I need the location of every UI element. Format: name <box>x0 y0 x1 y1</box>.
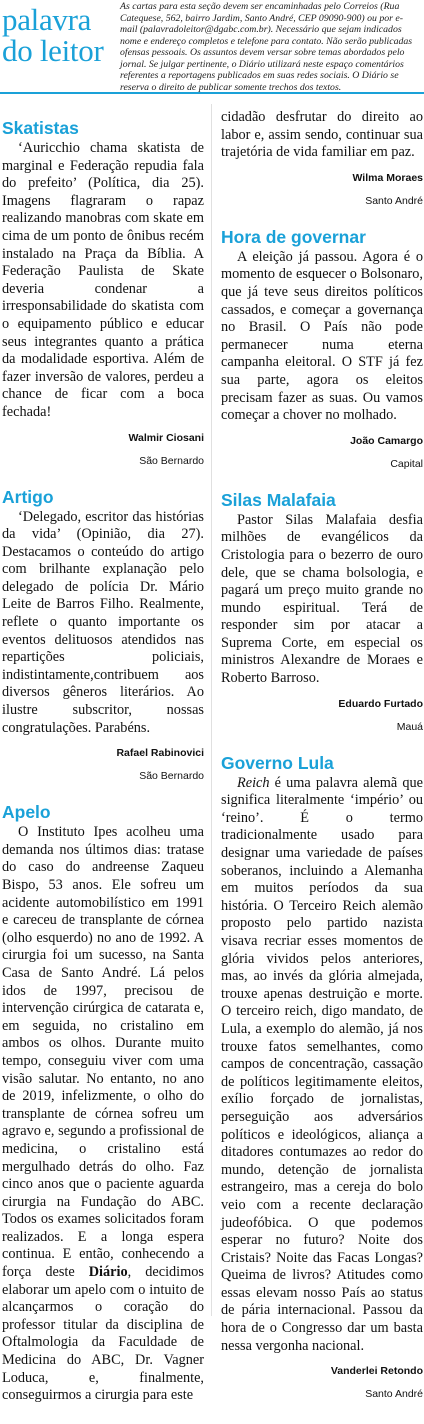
letter-author: João Camargo <box>350 434 423 447</box>
letter-title: Artigo <box>2 486 54 507</box>
right-column <box>221 109 423 1420</box>
submission-guidelines: As cartas para esta seção devem ser encaminhadas pelo Correios (Rua Catequese, 562, bairro Jardim, Santo André, CEP 09090-900) ou por e-mail (palavradoleitor@dgabc.com.br). Necessário que sejam indicados nome e endereço completos e telefone para contato. Não serão publicadas ofensas pessoais. Os assuntos devem versar sobre temas abordados pelo jornal. Se julgar pertinente, o Diário utilizará neste espaço comentários referentes a reportagens publicados em suas redes sociais. O Diário se reserva o direito de publicar somente trechos dos textos. <box>120 1 413 93</box>
letter-city: São Bernardo <box>139 770 204 783</box>
section-title-palavra-do-leitor <box>2 4 108 70</box>
letter-body <box>221 512 423 688</box>
italic-term: Reich <box>237 774 270 791</box>
letter-title: Apelo <box>2 802 51 823</box>
title-line-2: do leitor <box>2 33 104 68</box>
letter-title: Governo Lula <box>221 752 334 773</box>
letter-body <box>221 775 423 1356</box>
title-line-1: palavra <box>2 2 92 37</box>
letter-silas-malafaia <box>221 490 423 734</box>
letter-artigo <box>2 487 204 784</box>
letter-text <box>2 824 204 1405</box>
letter-city: São Bernardo <box>139 454 204 467</box>
letter-apelo <box>2 802 204 1405</box>
letter-author: Eduardo Furtado <box>338 697 423 710</box>
left-column <box>2 118 204 1424</box>
letter-text: cidadão desfrutar do direito ao labor e, assim sendo, continuar sua trajetória de vida familiar em paz. <box>221 109 423 161</box>
letter-text-part: , decidimos elaborar um apelo com o intuito de alcançarmos o coração do professor titular da disciplina de Oftalmologia da Faculdade de Medicina do ABC, Dr. Vagner Loduca, e, finalmente, conseguirmos a cirurgia para este <box>2 1264 204 1404</box>
letter-text: A eleição já passou. Agora é o momento de esquecer o Bolsonaro, que já teve seus direitos políticos cassados, e começar a governança no Brasil. O País não pode permanecer numa eterna campanha eleitoral. O STF já fez sua parte, agora os eleitos precisam fazer as suas. Ou vamos começar a chover no molhado. <box>221 248 423 424</box>
letter-body <box>2 140 204 422</box>
letter-text: ‘Delegado, escritor das histórias da vida’ (Opinião, dia 27). Destacamos o conteúdo do artigo com brilhante explanação pelo delegado de polícia Dr. Mário Leite de Barros Filho. Realmente, reflete o quanto importante os eventos delituosos atendidos nas repartições policiais, indistintamente,contribuem aos diversos gêneros literários. Ao ilustre subscritor, nossas congratulações. Parabéns. <box>2 508 204 736</box>
section-header <box>0 0 424 96</box>
letter-body <box>2 509 204 738</box>
letter-title: Skatistas <box>2 118 79 138</box>
letter-author: Vanderlei Retondo <box>330 1365 423 1378</box>
letter-body <box>221 109 423 162</box>
letter-hora-de-governar <box>221 227 423 471</box>
letter-text: ‘Auricchio chama skatista de marginal e Federação repudia fala do prefeito’ (Política, dia 25). Imagens flagraram o rapaz realizando manobras com skate em cima de um ponto de ônibus recém instalado na Praça da Bíblia. A Federação Paulista de Skate deveria condenar a irresponsabilidade do skatista com o equipamento público e educar seus integrantes quanto a prática da modalidade esportiva. Além de fazer inversão de valores, perdeu a chance de ficar com a boca fechada! <box>2 140 204 420</box>
letter-skatistas <box>2 118 204 468</box>
letter-author: Walmir Ciosani <box>128 431 204 444</box>
column-divider <box>211 104 212 1316</box>
letter-title: Silas Malafaia <box>221 489 336 510</box>
letter-text <box>221 775 423 1356</box>
newspaper-name: Diário <box>88 1264 128 1281</box>
letter-text: Pastor Silas Malafaia desfia milhões de evangélicos da Cristologia para o bezerro de ouro dele, que se chama bolsologia, e pagará um preço muito grande no mundo espiritual. Terá de responder sim por atacar a Suprema Corte, em especial os ministros Alexandre de Moraes e Roberto Barroso. <box>221 511 423 687</box>
letter-text-part: é uma palavra alemã que significa literalmente ‘império’ ou ‘reino’. É o termo tradicionalmente usado para designar uma variedade de países soberanos, incluindo a Alemanha em muitos períodos da sua história. O Terceiro Reich alemão proposto pelo partido nazista visava recriar esses momentos de glória vividos pelos anteriores, mas, ao invés da glória almejada, trouxe apenas destruição e morte. O terceiro reich, digo mandato, de Lula, a exemplo do alemão, já nos trouxe fatos semelhantes, como campos de concentração, cassação de políticos legitimamente eleitos, exílio forçado de jornalistas, perseguição aos adversários políticos e ideológicos, aliança a ditadores contumazes ao redor do mundo, detenção de jornalista estrangeiro, mas a cereja do bolo veio com a recente declaração judeofóbica. O que podemos esperar no futuro? Noite dos Cristais? Noite das Facas Longas? Queima de livros? Atitudes como essas elevam nosso País ao status de pária internacional. Passou da hora de o Congresso dar um basta nessa vergonha nacional. <box>221 774 423 1354</box>
letter-city: Santo André <box>365 1388 423 1401</box>
letter-title: Hora de governar <box>221 226 366 247</box>
letter-body <box>2 824 204 1405</box>
letter-text-part: O Instituto Ipes acolheu uma demanda nos últimos dias: tratase do caso do andreense Zaqueu Bispo, 53 anos. Ele sofreu um acidente automobilístico em 1991 e careceu de transplante de córnea (olho esquerdo) no ano de 1992. A cirurgia foi um sucesso, na Santa Casa de Santo André. Lá pelos idos de 1997, precisou de intervenção cirúrgica de catarata e, em seguida, no cristalino em ambos os olhos. Durante muito tempo, conseguiu viver com uma visão salutar. No entanto, no ano de 2019, infelizmente, o olho do transplante de córnea sofreu um agravo e, segundo a profissional de medicina, o cristalino está mergulhado detrás do olho. Faz cinco anos que o paciente aguarda cirurgia na Fundação do ABC. Todos os exames solicitados foram realizados. E a longa espera continua. E então, conhecendo a força deste <box>2 824 204 1281</box>
letter-city: Mauá <box>396 720 423 733</box>
letter-apelo-continued <box>221 109 423 208</box>
letter-governo-lula <box>221 753 423 1402</box>
letter-author: Wilma Moraes <box>352 171 423 184</box>
letter-city: Santo André <box>365 194 423 207</box>
header-divider <box>0 92 424 94</box>
letter-body <box>221 249 423 425</box>
letter-city: Capital <box>390 457 423 470</box>
letter-author: Rafael Rabinovici <box>116 747 204 760</box>
